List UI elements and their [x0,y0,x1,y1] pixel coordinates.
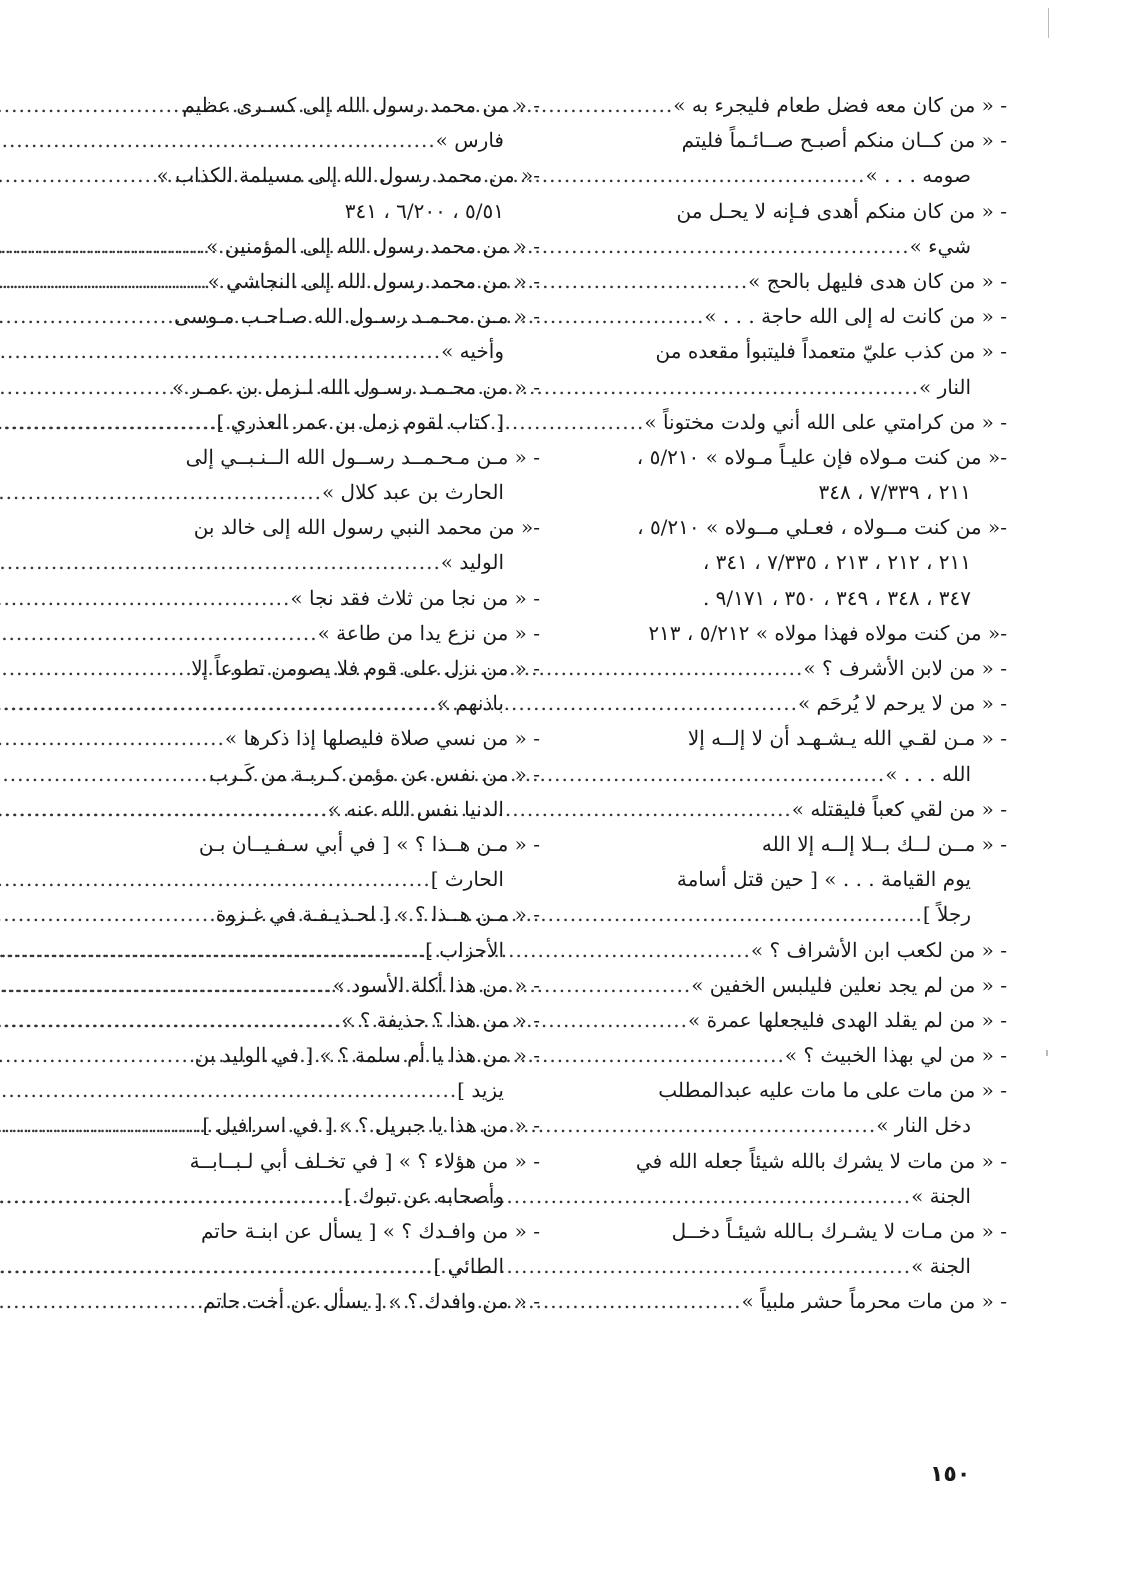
entry-text: - « من محمد رسول الله إلى كسـرى عظيم [182,93,540,117]
index-entry [567,686,1007,721]
entry-line [567,299,1007,334]
entry-text: الدنيا نفس الله عنه » [327,796,504,821]
right-column [567,88,1007,1320]
entry-line [567,581,1007,616]
entry-text: ٥/٥١ ، ٦/٢٠٠ ، ٣٤١ [344,198,504,223]
entry-text: الجنة » [911,1254,971,1279]
index-entry [567,264,1007,299]
entry-text: - « من نسي صلاة فليصلها إذا ذكرها » [224,726,540,751]
entry-text: - « من كان هدى فليهل بالحج » [748,268,1007,293]
entry-text: ٢١١ ، ٢١٢ ، ٢١٣ ، ٧/٣٣٥ ، ٣٤١ ، [702,550,971,575]
index-entry [100,827,540,897]
entry-text: - « من وافـدك ؟ » [ يسأل عن ابنـة حاتم [200,1219,540,1243]
index-entry [100,158,540,228]
entry-text: - « من هذا يا أم سلمة ؟ » [ في الوليد بن [194,1043,540,1068]
index-entry [100,1108,540,1143]
entry-line [567,545,1007,580]
entry-line [100,510,540,545]
index-entry [567,968,1007,1003]
entry-text: - « من هؤلاء ؟ » [ في تخـلف أبي لـبــابــة [189,1148,540,1173]
entry-line [100,158,540,193]
left-column [100,88,540,1320]
entry-text: -« من كنت مولاه فهذا مولاه » ٥/٢١٢ ، ٢١٣ [648,620,1007,645]
entry-text: - « من هذا يا جبريل ؟ » [ في اسرافيل ] [202,1113,540,1138]
entry-line [567,968,1007,1003]
entry-text: - « من كــان منكم أصبـح صــائـماً فليتم [681,128,1007,153]
index-entry [567,1284,1007,1319]
entry-line [100,757,540,792]
entry-text: - « مــن لــك بــلا إلــه إلا الله [761,831,1007,856]
entry-text: - « من محمد رسول الله إلى المؤمنين » [206,233,540,258]
leader-dots [0,545,441,580]
entry-line [567,194,1007,229]
leader-dots [0,1179,344,1214]
entry-line [100,1284,540,1319]
entry-text: ٣٤٧ ، ٣٤٨ ، ٣٤٩ ، ٣٥٠ ، ٩/١٧١ . [702,585,971,610]
entry-text: النار » [918,374,971,399]
entry-line [100,651,540,686]
entry-text: - « من كانت له إلى الله حاجة . . . » [704,304,1007,329]
entry-text: -« من محمد النبي رسول الله إلى خالد بن [193,515,540,540]
entry-line [567,1144,1007,1179]
leader-dots [0,581,290,616]
entry-text: - « من كرامتي على الله أني ولدت مختوناً » [644,409,1007,434]
entry-text: وأخيه » [441,339,504,364]
entry-text: - « من نزع يدا من طاعة » [317,620,540,645]
index-entry [100,1003,540,1038]
entry-text: [ كتاب لقوم زمل بن عمر العذري ] [216,409,504,434]
entry-text: - « من كان معه فضل طعام فليجرء به » [673,93,1007,117]
index-entry [567,88,1007,123]
entry-line [567,475,1007,510]
entry-line [567,686,1007,721]
entry-text: فارس » [435,128,504,153]
index-entry [567,1073,1007,1143]
leader-dots [0,721,225,756]
index-entry [567,792,1007,827]
index-entry [100,616,540,651]
entry-text: - « من نجا من ثلاث فقد نجا » [290,585,540,610]
entry-line [567,1038,1007,1073]
index-entry [567,1038,1007,1073]
entry-text: - « من نزل على قوم فلا يصومن تطوعاً إلا [191,656,540,680]
leader-dots [0,405,217,440]
index-entry [100,581,540,616]
entry-line [100,933,540,968]
entry-line [100,1144,540,1179]
index-entry [100,721,540,756]
entry-line [567,440,1007,475]
leader-dots [0,1249,433,1284]
leader-dots [0,475,322,510]
index-entry [567,194,1007,264]
leader-dots [0,1003,341,1038]
entry-line [567,792,1007,827]
index-entry [567,933,1007,968]
entry-line [100,616,540,651]
entry-text: الوليد » [440,550,504,575]
entry-text: - « من لكعب ابن الأشراف ؟ » [750,937,1007,962]
entry-line [100,792,540,827]
index-entry [100,651,540,721]
index-entry [567,405,1007,440]
entry-text: - « من كذب عليّ متعمداً فليتبوأ مقعده من [655,339,1007,364]
entry-line [100,545,540,580]
entry-line [100,88,540,123]
entry-text: الحارث بن عبد كلال » [321,480,504,505]
entry-line [567,510,1007,545]
entry-text: - « من مات محرماً حشر ملبياً » [741,1289,1007,1314]
entry-text: - « من محمد رسول الله إلى النجاشي » [207,268,540,293]
entry-line [567,1284,1007,1319]
entry-text: -« من محمد رسول الله إلى مسيلمة الكذاب » [156,163,540,188]
entry-line [567,862,1007,897]
entry-text: - « من لم يقلد الهدى فليجعلها عمرة » [688,1007,1007,1032]
entry-text: الجنة » [911,1183,971,1208]
entry-line [100,581,540,616]
leader-dots [0,686,437,721]
index-entry [567,616,1007,651]
entry-text: - « من لم يجد نعلين فليلبس الخفين » [691,972,1007,997]
entry-line [567,88,1007,123]
index-entry [567,1214,1007,1284]
entry-line [100,194,540,229]
entry-text: - « من نفس عن مؤمن كـربـة من كَـرب [209,761,540,786]
leader-dots [0,264,208,299]
entry-text: وأصحابه عن تبوك ] [344,1183,504,1208]
leader-dots [0,933,425,968]
entry-line [567,264,1007,299]
entry-text: - « من مـات لا يشـرك بـالله شيئـاً دخــل [671,1219,1007,1243]
entry-text: - « من مات على ما مات عليه عبدالمطلب [658,1078,1007,1103]
entry-line [100,370,540,405]
index-entry [100,510,540,580]
entry-text: - « من لي بهذا الخبيث ؟ » [784,1043,1007,1068]
index-entry [100,229,540,264]
index-entry [100,1214,540,1284]
entry-text: - « من لا يرحم لا يُرحَم » [797,691,1007,716]
entry-text: باذنهم » [436,691,504,716]
entry-text: - « مـن مـحـمــد رســول الله الــنـبــي إلى [185,444,540,469]
entry-text: -« من كنت مــولاه ، فعـلي مــولاه » ٥/٢١٠ ، [637,515,1007,540]
entry-line [567,616,1007,651]
index-entry [567,123,1007,193]
index-entry [100,1038,540,1108]
entry-line [100,1073,540,1108]
entry-text: - « من هذا أكلة الأسود » [332,972,540,997]
entry-text: - « من لقي كعباً فليقتله » [791,796,1007,821]
entry-line [100,862,540,897]
entry-line [100,405,540,440]
entry-line [100,229,540,264]
entry-text: رجلاً ] [922,902,971,927]
entry-line [567,158,1007,193]
entry-line [100,1214,540,1249]
entry-line [567,370,1007,405]
entry-text: الأحزاب ] [425,937,504,962]
entry-line [567,123,1007,158]
entry-line [100,968,540,1003]
entry-line [567,1214,1007,1249]
entry-text: الطائي ] [433,1254,504,1279]
leader-dots [0,334,441,369]
index-entry [100,264,540,299]
entry-line [100,123,540,158]
entry-text: صومه . . . » [865,163,971,188]
index-entry [567,299,1007,334]
index-entry [100,757,540,827]
leader-dots [0,862,431,897]
leader-dots [0,792,328,827]
index-entry [100,968,540,1003]
entry-line [567,229,1007,264]
leader-dots [0,123,436,158]
entry-text: - « مـن لقـي الله يـشـهـد أن لا إلــه إلا [687,726,1007,751]
index-entry [100,370,540,440]
entry-line [567,1179,1007,1214]
entry-line [100,1179,540,1214]
entry-line [567,1073,1007,1108]
index-entry [100,440,540,510]
entry-line [100,1003,540,1038]
entry-line [100,264,540,299]
entry-line [100,1249,540,1284]
entry-line [100,334,540,369]
entry-text: - « مـن هــذا ؟ » [ لحـذيـفـة في غـزوة [215,902,540,927]
index-entry [100,897,540,967]
entry-text: -« من كنت مـولاه فإن عليـاً مـولاه » ٥/٢١٠ ، [636,444,1007,469]
entry-line [100,475,540,510]
entry-line [567,933,1007,968]
entry-text: - « من محـمـد رسـول الله لـزمل بن عمـر » [172,374,540,399]
index-entry [567,1144,1007,1214]
index-entry [567,334,1007,404]
leader-dots [0,968,333,1003]
entry-line [567,334,1007,369]
entry-text: - « مـن هــذا ؟ » [ في أبي سـفـيــان بـن [198,831,540,856]
entry-line [100,721,540,756]
entry-line [100,1038,540,1073]
index-entry [100,1144,540,1214]
entry-text: - « من مات لا يشرك بالله شيئاً جعله الله في [635,1148,1007,1173]
index-entry [567,1003,1007,1038]
entry-line [100,897,540,932]
index-entry [567,510,1007,616]
entry-line [100,827,540,862]
scan-mark [1046,1050,1048,1056]
leader-dots [0,229,206,264]
entry-line [567,1003,1007,1038]
entry-text: - « مـن محـمـد رسـول الله صـاحـب مـوسى [174,304,540,329]
entry-line [567,405,1007,440]
entry-line [100,1108,540,1143]
index-entry [567,651,1007,686]
index-entry [567,721,1007,791]
leader-dots [0,616,318,651]
entry-text: الله . . . » [885,761,971,786]
entry-text: شيء » [909,233,971,258]
entry-text: ٢١١ ، ٧/٣٣٩ ، ٣٤٨ [818,480,971,505]
entry-text: - « من كان منكم أهدى فـإنه لا يحـل من [676,198,1007,223]
entry-line [567,1108,1007,1143]
entry-text: دخل النار » [876,1113,971,1138]
entry-text: - « من هذا ؟ حذيفة ؟ » [341,1007,540,1032]
entry-line [567,827,1007,862]
entry-line [567,651,1007,686]
index-entry [100,299,540,369]
entry-line [567,897,1007,932]
leader-dots [0,1108,202,1143]
leader-dots [0,1073,457,1108]
entry-text: - « من وافدك ؟ » [ يسأل عن أخت حاتم [202,1289,540,1314]
page-number: ١٥٠ [930,1462,971,1487]
index-entry [567,440,1007,510]
entry-line [100,299,540,334]
entry-line [567,757,1007,792]
entry-line [100,440,540,475]
entry-text: الحارث ] [430,867,504,892]
entry-line [567,721,1007,756]
entry-text: يوم القيامة . . . » [ حين قتل أسامة [676,867,971,892]
index-entry [100,1284,540,1319]
index-entry [100,88,540,158]
index-entry [567,827,1007,933]
entry-line [100,686,540,721]
entry-text: يزيد ] [457,1078,504,1103]
entry-line [567,1249,1007,1284]
scan-mark [1048,8,1049,38]
entry-text: - « من لابن الأشرف ؟ » [803,656,1007,680]
